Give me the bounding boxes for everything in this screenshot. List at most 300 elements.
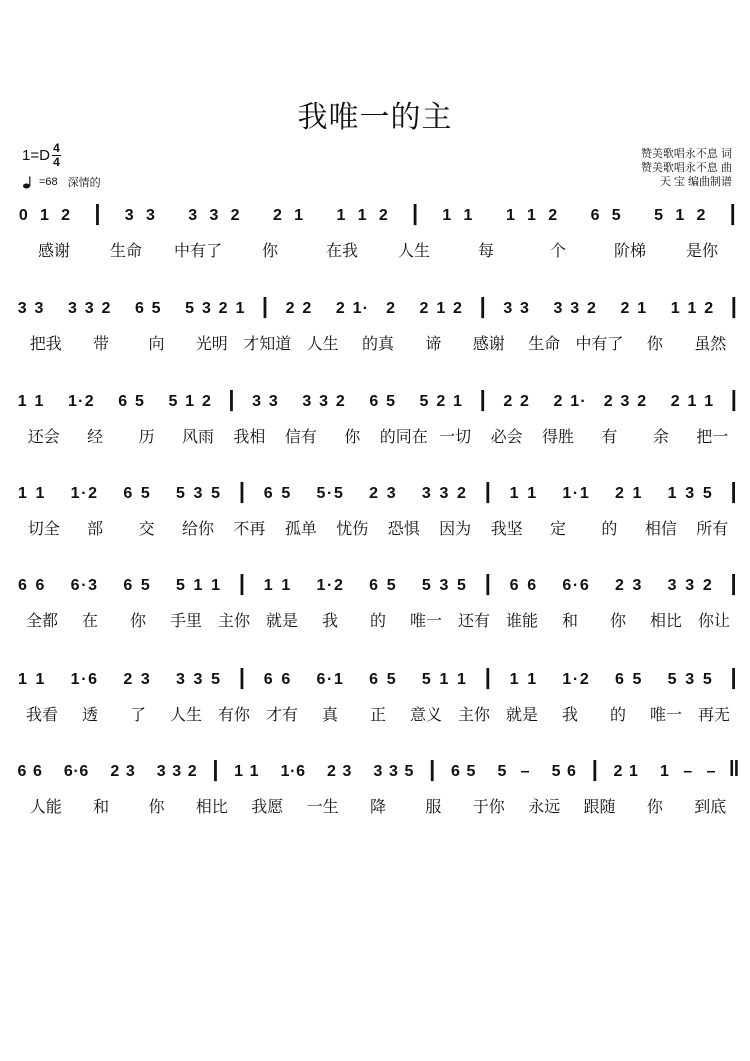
lyric-syllable: 了 — [129, 705, 147, 724]
note: 3 — [124, 207, 134, 224]
note: 3 — [17, 300, 27, 317]
lyric-syllable: 你让 — [697, 611, 731, 630]
lyric-syllable: 还会 — [27, 427, 60, 446]
note: · — [81, 577, 87, 594]
note: 3 — [389, 763, 398, 780]
note: 1 — [211, 577, 221, 594]
note: 3 — [620, 393, 630, 410]
note: 1 — [509, 485, 519, 502]
note: 5 — [151, 300, 161, 317]
note: 1 — [439, 671, 449, 688]
note: 5 — [419, 393, 429, 410]
note: 3 — [685, 577, 695, 594]
note: 1 — [185, 393, 195, 410]
barline: | — [479, 293, 486, 318]
note: – — [683, 763, 693, 780]
note: 1 — [660, 763, 669, 780]
note: 5 — [281, 485, 291, 502]
note: · — [81, 671, 87, 688]
note: 2 — [520, 393, 529, 410]
lyricist-credit: 赞美歌唱永不息 词 — [640, 148, 732, 160]
note: 5 — [140, 485, 150, 502]
note: 1 — [527, 671, 537, 688]
note: 3 — [503, 300, 513, 317]
barline: | — [729, 200, 736, 225]
note: 3 — [125, 763, 135, 780]
note: 5 — [654, 207, 664, 224]
note: 1 — [35, 485, 45, 502]
note: 6 — [263, 485, 273, 502]
note: 1 — [316, 577, 326, 594]
note: 2 — [419, 300, 429, 317]
note: 3 — [172, 763, 182, 780]
note: 1 — [193, 577, 203, 594]
barline: | — [730, 664, 737, 689]
note: · — [78, 393, 84, 410]
note: 6 — [88, 671, 98, 688]
note: 1 — [704, 393, 714, 410]
note: 5 — [497, 763, 507, 780]
note: 2 — [369, 485, 379, 502]
lyric-syllable: 永远 — [528, 797, 561, 816]
note: 1 — [463, 207, 473, 224]
note: 3 — [252, 393, 262, 410]
barline: | — [730, 478, 737, 503]
note: 1 — [509, 671, 519, 688]
lyric-syllable: 有 — [601, 427, 618, 446]
note: · — [81, 485, 87, 502]
note: 2 — [88, 485, 98, 502]
note: 2 — [637, 393, 647, 410]
barline: | — [94, 200, 101, 225]
note: 6 — [79, 763, 89, 780]
lyric-syllable: 你 — [646, 334, 663, 353]
lyric-syllable: 有你 — [217, 705, 251, 724]
lyric-syllable: 光明 — [195, 334, 228, 353]
note: 1 — [352, 300, 362, 317]
lyric-syllable: 切全 — [27, 519, 60, 538]
lyric-syllable: 所有 — [696, 519, 729, 538]
note: 3 — [145, 207, 155, 224]
note: 3 — [201, 300, 211, 317]
note: 5 — [334, 485, 343, 502]
note: 6 — [369, 393, 379, 410]
note: – — [706, 763, 716, 780]
note: 2 — [334, 577, 343, 594]
barline: | — [412, 200, 419, 225]
note: 1 — [527, 485, 537, 502]
lyric-syllable: 的 — [369, 611, 387, 630]
lyric-syllable: 你 — [261, 241, 279, 260]
note: · — [327, 577, 333, 594]
lyric-syllable: 主你 — [217, 611, 251, 630]
note: 3 — [175, 671, 185, 688]
note: 1 — [436, 300, 446, 317]
note: 5 — [702, 671, 712, 688]
lyric-syllable: 中有了 — [575, 334, 624, 353]
note: 1 — [579, 485, 589, 502]
note: 1 — [34, 393, 44, 410]
note: 2 — [218, 300, 228, 317]
note: 1 — [280, 763, 290, 780]
note: 5 — [466, 763, 476, 780]
note: 6 — [118, 393, 128, 410]
note: 3 — [193, 671, 203, 688]
note: 1 — [632, 485, 642, 502]
note: 5 — [632, 671, 642, 688]
note: 6 — [579, 577, 589, 594]
note: 6 — [123, 577, 133, 594]
note: 1 — [675, 207, 685, 224]
note: 2 — [123, 671, 133, 688]
tempo-value: =68 — [39, 176, 58, 188]
lyric-syllable: 你 — [344, 427, 361, 446]
lyric-syllable: 必会 — [490, 427, 523, 446]
note: 6 — [562, 577, 572, 594]
note: 6 — [17, 763, 27, 780]
note: 6 — [35, 577, 45, 594]
note: 6 — [32, 763, 42, 780]
note: 5 — [134, 393, 144, 410]
note: 5 — [456, 577, 466, 594]
note: 2 — [61, 207, 71, 224]
note: 5 — [211, 485, 221, 502]
note: 6 — [527, 577, 537, 594]
note: 5 — [421, 671, 431, 688]
lyric-syllable: 唯一 — [649, 705, 683, 724]
note: 3 — [67, 300, 77, 317]
note: 1 — [67, 393, 77, 410]
note: 3 — [520, 300, 529, 317]
barline: | — [238, 664, 245, 689]
barline: | — [730, 293, 737, 318]
note: 2 — [579, 671, 589, 688]
note: · — [327, 671, 333, 688]
note: 3 — [373, 763, 383, 780]
note: 3 — [188, 207, 198, 224]
barline: | — [429, 756, 436, 781]
composer-credit: 赞美歌唱永不息 曲 — [640, 162, 732, 174]
note: 3 — [570, 300, 580, 317]
note: 1 — [570, 393, 580, 410]
lyric-syllable: 因为 — [439, 519, 472, 538]
note: 6 — [316, 671, 326, 688]
barline: | — [479, 386, 486, 411]
note: 5 — [386, 671, 396, 688]
lyric-syllable: 你 — [129, 611, 147, 630]
note: 1 — [17, 393, 27, 410]
note: 2 — [587, 300, 596, 317]
note: 1 — [17, 671, 27, 688]
note: 5 — [421, 577, 431, 594]
note: 6 — [590, 207, 600, 224]
lyric-syllable: 还有 — [457, 611, 491, 630]
arranger-credit: 天 宝 编曲制谱 — [659, 176, 732, 188]
note: 3 — [156, 763, 166, 780]
note: 6 — [296, 763, 306, 780]
note: 5 — [404, 763, 414, 780]
note: 2 — [613, 763, 623, 780]
lyric-syllable: 忧伤 — [336, 519, 369, 538]
lyric-syllable: 主你 — [457, 705, 491, 724]
lyric-syllable: 跟随 — [583, 797, 616, 816]
lyric-syllable: 一切 — [439, 427, 472, 446]
tempo-expression: 深情的 — [67, 177, 101, 189]
note: 5 — [702, 485, 712, 502]
note: 1 — [442, 207, 452, 224]
note: 2 — [503, 393, 513, 410]
note: – — [520, 763, 530, 780]
lyric-syllable: 谛 — [425, 334, 442, 353]
note: · — [290, 763, 296, 780]
song-title: 我唯一的主 — [297, 101, 453, 134]
note: 6 — [123, 485, 133, 502]
barline: | — [484, 570, 491, 595]
lyric-syllable: 全都 — [25, 611, 59, 630]
lyric-syllable: 唯一 — [409, 611, 443, 630]
note: 2 — [386, 300, 396, 317]
barline: | — [228, 386, 235, 411]
note: 6 — [63, 763, 73, 780]
lyric-syllable: 你 — [609, 611, 627, 630]
note: 3 — [302, 393, 312, 410]
lyric-syllable: 在 — [81, 611, 99, 630]
note: 6 — [567, 763, 576, 780]
lyric-syllable: 历 — [138, 427, 155, 446]
lyric-syllable: 谁能 — [505, 611, 539, 630]
note: 3 — [193, 485, 203, 502]
note: 2 — [230, 207, 240, 224]
lyric-syllable: 把一 — [696, 427, 729, 446]
key-label: 1=D — [22, 147, 50, 164]
note: 2 — [436, 393, 446, 410]
note: 2 — [696, 207, 706, 224]
lyric-syllable: 个 — [549, 241, 567, 260]
note: 3 — [209, 207, 219, 224]
note: 3 — [439, 577, 449, 594]
lyric-syllable: 的 — [601, 519, 618, 538]
lyric-syllable: 到底 — [694, 797, 727, 816]
lyric-syllable: 孤单 — [284, 519, 317, 538]
note: 3 — [421, 485, 431, 502]
note: 1 — [670, 300, 680, 317]
note: 5 — [551, 763, 561, 780]
note: 2 — [456, 485, 466, 502]
lyric-syllable: 才知道 — [243, 334, 292, 353]
note: · — [362, 300, 369, 317]
note: 2 — [101, 300, 111, 317]
lyric-syllable: 每 — [477, 241, 495, 260]
lyric-syllable: 我坚 — [490, 519, 523, 538]
note: 2 — [670, 393, 680, 410]
note: 2 — [84, 393, 94, 410]
note: 1 — [505, 207, 515, 224]
note: 5 — [316, 485, 326, 502]
note: 2 — [620, 300, 630, 317]
lyric-syllable: 在我 — [325, 241, 359, 260]
barline: | — [730, 570, 737, 595]
note: 1 — [453, 393, 462, 410]
lyric-syllable: 我 — [561, 705, 579, 724]
note: 3 — [632, 577, 642, 594]
lyric-syllable: 透 — [81, 705, 99, 724]
note: 2 — [302, 300, 312, 317]
note: 3 — [553, 300, 563, 317]
lyric-syllable: 的 — [609, 705, 627, 724]
note: 2 — [201, 393, 211, 410]
note: 5 — [140, 577, 150, 594]
note: 5 — [168, 393, 178, 410]
note: 1 — [562, 671, 572, 688]
note: 1 — [263, 577, 273, 594]
note: 1 — [629, 763, 638, 780]
lyric-syllable: 你 — [646, 797, 663, 816]
lyric-syllable: 带 — [93, 334, 110, 353]
note: 1 — [40, 207, 49, 224]
note: 1 — [234, 763, 244, 780]
note: 1 — [637, 300, 647, 317]
lyric-syllable: 是你 — [685, 241, 719, 260]
note: 6 — [450, 763, 460, 780]
lyric-syllable: 风雨 — [181, 427, 215, 446]
note: 6 — [369, 671, 379, 688]
note: 5 — [185, 300, 195, 317]
lyric-syllable: 感谢 — [472, 334, 505, 353]
note: 5 — [175, 485, 185, 502]
note: 2 — [110, 763, 120, 780]
note: 3 — [439, 485, 449, 502]
lyric-syllable: 相比 — [649, 611, 683, 630]
lyric-syllable: 降 — [369, 797, 387, 816]
note: 3 — [386, 485, 396, 502]
note: 1 — [687, 393, 697, 410]
time-numerator: 4 — [53, 141, 60, 155]
note: 5 — [211, 671, 221, 688]
note: 5 — [611, 207, 621, 224]
lyric-syllable: 再无 — [697, 705, 731, 724]
note: 1 — [667, 485, 677, 502]
lyric-syllable: 我 — [321, 611, 339, 630]
note: 1 — [527, 207, 536, 224]
lyric-syllable: 的真 — [361, 334, 395, 353]
lyric-syllable: 交 — [138, 519, 155, 538]
lyric-syllable: 的同在 — [379, 427, 428, 446]
note: 6 — [509, 577, 519, 594]
lyric-syllable: 我看 — [25, 705, 59, 724]
note: 2 — [335, 300, 345, 317]
note: 3 — [685, 485, 695, 502]
note: 3 — [319, 393, 329, 410]
lyric-syllable: 就是 — [505, 705, 539, 724]
note: 3 — [667, 577, 677, 594]
note: 6 — [70, 577, 80, 594]
barline: | — [238, 570, 245, 595]
barline: | — [238, 478, 245, 503]
note: · — [327, 485, 333, 502]
lyric-syllable: 真 — [321, 705, 339, 724]
lyric-syllable: 把我 — [29, 334, 62, 353]
lyric-syllable: 余 — [652, 427, 669, 446]
note: 1 — [281, 577, 291, 594]
lyric-syllable: 人生 — [306, 334, 339, 353]
note: 1 — [357, 207, 367, 224]
note: 1 — [294, 207, 304, 224]
lyric-syllable: 服 — [425, 797, 442, 816]
lyric-syllable: 向 — [148, 334, 165, 353]
lyric-syllable: 相信 — [644, 519, 677, 538]
lyric-syllable: 相比 — [195, 797, 228, 816]
note: 1 — [70, 485, 80, 502]
note: · — [580, 393, 586, 410]
note: 2 — [603, 393, 613, 410]
lyric-syllable: 和 — [561, 611, 579, 630]
lyric-syllable: 一生 — [306, 797, 339, 816]
note: 5 — [386, 393, 396, 410]
note: 6 — [369, 577, 379, 594]
lyric-syllable: 才有 — [265, 705, 299, 724]
barline: | — [484, 664, 491, 689]
note: 1 — [249, 763, 259, 780]
note: 1 — [456, 671, 466, 688]
note: 1 — [334, 671, 343, 688]
lyric-syllable: 手里 — [169, 611, 203, 630]
note: · — [572, 671, 579, 688]
note: 2 — [704, 300, 714, 317]
barline: | — [212, 756, 219, 781]
note: 3 — [88, 577, 98, 594]
note: 2 — [553, 393, 563, 410]
note: 0 — [18, 207, 28, 224]
barline: | — [591, 756, 598, 781]
lyric-syllable: 得胜 — [541, 427, 575, 446]
note: 5 — [386, 577, 396, 594]
note: 2 — [272, 207, 282, 224]
note: 1 — [70, 671, 80, 688]
note: 2 — [615, 577, 624, 594]
lyric-syllable: 就是 — [265, 611, 299, 630]
note: 3 — [84, 300, 94, 317]
lyric-syllable: 经 — [87, 427, 104, 446]
lyric-syllable: 生命 — [528, 334, 561, 353]
lyric-syllable: 生命 — [109, 241, 143, 260]
lyric-syllable: 人能 — [29, 797, 62, 816]
note: 3 — [34, 300, 44, 317]
lyric-syllable: 感谢 — [37, 241, 71, 260]
note: · — [572, 577, 579, 594]
note: 1 — [17, 485, 27, 502]
note: 2 — [378, 207, 388, 224]
lyric-syllable: 不再 — [233, 519, 266, 538]
barline: | — [484, 478, 491, 503]
lyric-syllable: 中有了 — [173, 241, 223, 260]
note: 2 — [453, 300, 462, 317]
note: 2 — [615, 485, 624, 502]
barline: | — [261, 293, 269, 318]
note: 1 — [562, 485, 572, 502]
lyric-syllable: 我相 — [233, 427, 266, 446]
lyric-syllable: 你 — [148, 797, 165, 816]
note: 3 — [685, 671, 695, 688]
lyric-syllable: 虽然 — [694, 334, 727, 353]
lyric-syllable: 人生 — [169, 705, 203, 724]
lyric-syllable: 意义 — [409, 705, 443, 724]
final-barline: ‖ — [728, 756, 740, 781]
note: 2 — [702, 577, 712, 594]
lyric-syllable: 恐惧 — [387, 519, 420, 538]
note: 2 — [327, 763, 336, 780]
note: 2 — [285, 300, 295, 317]
time-denominator: 4 — [53, 155, 60, 169]
